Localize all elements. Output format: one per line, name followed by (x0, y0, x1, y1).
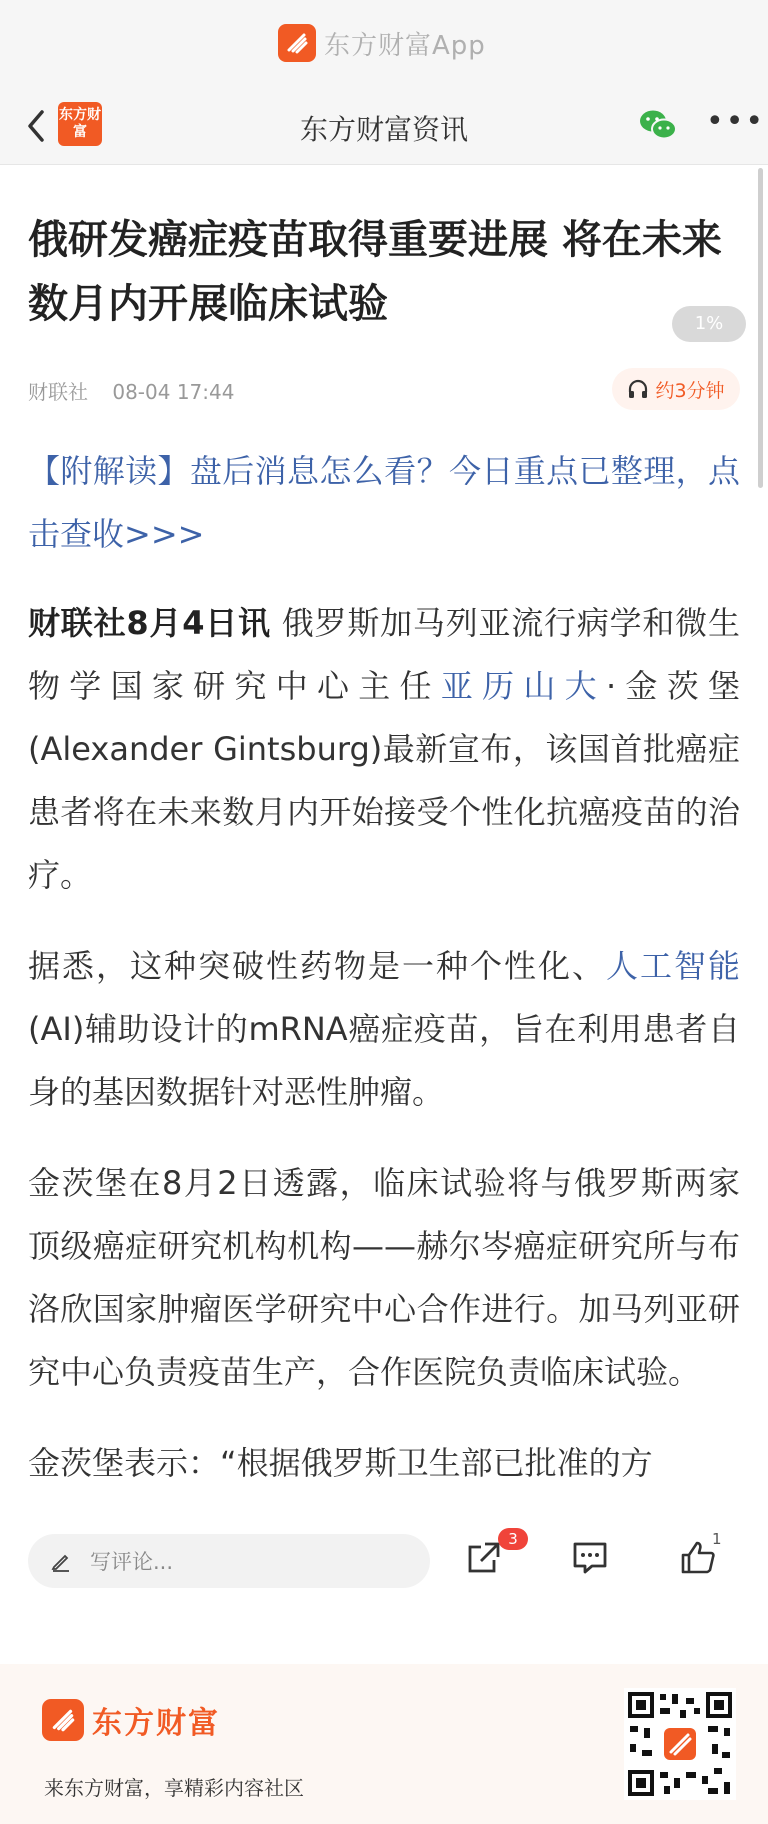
nav-bar (0, 90, 768, 165)
like-count: 1 (712, 1530, 722, 1548)
read-progress-badge: 1% (672, 306, 746, 342)
paragraph-1 (28, 592, 740, 907)
qr-code-icon (624, 1688, 736, 1800)
paragraph-text: (AI)辅助设计的mRNA癌症疫苗，旨在利用患者自身的基因数据针对恶性肿瘤。 (28, 1010, 740, 1111)
headphones-icon (627, 378, 649, 400)
article-meta (28, 376, 252, 405)
comments-icon[interactable] (570, 1538, 610, 1578)
footer-slogan: 来东方财富，享精彩内容社区 (44, 1776, 304, 1800)
article-headline: 俄研发癌症疫苗取得重要进展 将在未来数月内开展临床试验 (28, 217, 722, 327)
footer-logo (42, 1698, 220, 1742)
dateline: 财联社8月4日讯 (28, 604, 271, 642)
bottom-action-bar (0, 1510, 768, 1610)
article-body (28, 440, 740, 1523)
listen-label: 约3分钟 (655, 379, 725, 402)
listen-button[interactable] (612, 368, 740, 410)
brand-logo[interactable]: 东方财富 (58, 102, 102, 146)
app-logo[interactable] (278, 24, 486, 62)
more-icon[interactable]: ••• (706, 104, 766, 139)
topic-link-ai[interactable]: 人工智能 (605, 947, 740, 985)
app-logo-icon (278, 24, 316, 62)
comment-placeholder: 写评论... (90, 1550, 174, 1574)
footer-brand: 东方财富 (92, 1706, 220, 1741)
paragraph-text: 据悉，这种突破性药物是一种个性化、 (28, 947, 606, 985)
paragraph-4: 金茨堡表示：“根据俄罗斯卫生部已批准的方 (28, 1444, 653, 1482)
paragraph-2 (28, 935, 740, 1124)
wechat-icon[interactable] (638, 108, 678, 142)
scrollbar[interactable] (758, 168, 763, 488)
app-name: 东方财富App (324, 30, 486, 61)
paragraph-text: 俄罗斯加马列亚流行病学和微生物学国家研究中心主任 (28, 604, 740, 705)
lead-link[interactable]: 【附解读】盘后消息怎么看？今日重点已整理，点击查收>>> (28, 452, 740, 553)
share-icon[interactable] (464, 1538, 504, 1578)
paragraph-text: ·金茨堡(Alexander Gintsburg)最新宣布，该国首批癌症患者将在未来数月内开始接受个性化抗癌疫苗的治疗。 (28, 667, 740, 894)
article-time: 08-04 17:44 (112, 380, 235, 404)
brand-icon (42, 1699, 84, 1741)
app-banner (0, 0, 768, 90)
footer-promo (0, 1664, 768, 1824)
pen-icon (50, 1550, 72, 1572)
comment-input[interactable] (28, 1534, 430, 1588)
share-count-badge: 3 (498, 1528, 528, 1550)
article-source[interactable]: 财联社 (28, 380, 88, 404)
page-title: 东方财富资讯 (299, 113, 468, 146)
paragraph-3: 金茨堡在8月2日透露，临床试验将与俄罗斯两家顶级癌症研究机构机构——赫尔岑癌症研究所与布洛欣国家肿瘤医学研究中心合作进行。加马列亚研究中心负责疫苗生产，合作医院负责临床试验。 (28, 1164, 740, 1391)
stock-link-alexander[interactable]: 亚历山大 (440, 667, 606, 705)
